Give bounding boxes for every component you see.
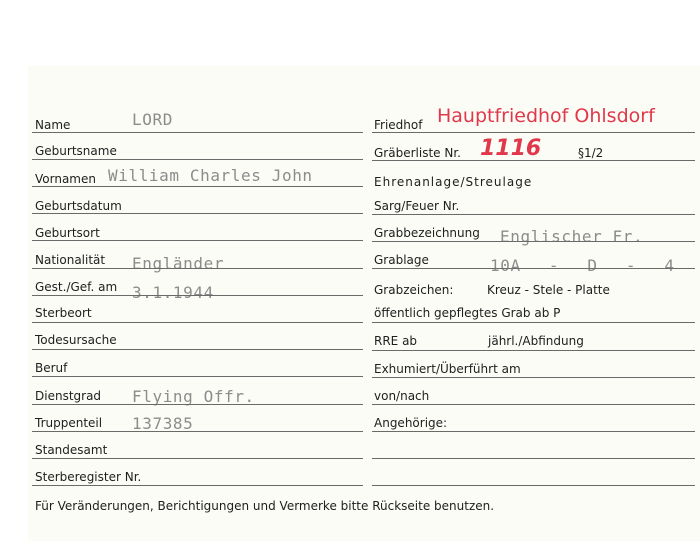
geburtsname-line: [32, 159, 363, 160]
todesursache-line: [32, 349, 363, 350]
standesamt-label: Standesamt: [35, 443, 108, 457]
vornamen-label: Vornamen: [35, 172, 96, 186]
footer-note: Für Veränderungen, Berichtigungen und Vermerke bitte Rückseite benutzen.: [35, 499, 495, 513]
beruf-line: [32, 376, 363, 377]
graeberliste-value: 1116: [480, 136, 542, 161]
beruf-label: Beruf: [35, 361, 68, 375]
standesamt-line: [32, 458, 363, 459]
paragraph-label: §1/2: [578, 146, 604, 160]
dienstgrad-line: [32, 404, 363, 405]
grabzeichen-label: Grabzeichen:: [374, 283, 454, 297]
grabbezeichnung-label: Grabbezeichnung: [374, 226, 480, 240]
grabbezeichnung-line: [372, 241, 695, 242]
dienstgrad-label: Dienstgrad: [35, 389, 102, 403]
sterberegister-line: [32, 485, 363, 486]
angehoerige-line-2: [372, 458, 695, 459]
dienstgrad-value: Flying Offr.: [132, 387, 255, 406]
angehoerige-line-1: [372, 431, 695, 432]
gest-gef-line: [32, 295, 363, 296]
nationalitaet-label: Nationalität: [35, 253, 106, 267]
friedhof-label: Friedhof: [374, 118, 423, 132]
grablage-line: [372, 268, 695, 269]
rre-option: jährl./Abfindung: [488, 334, 584, 348]
grabbezeichnung-value: Englischer Fr.: [500, 227, 644, 246]
truppenteil-label: Truppenteil: [35, 416, 103, 430]
sterbeort-label: Sterbeort: [35, 306, 92, 320]
sterbeort-line: [32, 322, 363, 323]
angehoerige-line-3: [372, 485, 695, 486]
gest-gef-value: 3.1.1944: [132, 283, 214, 302]
geburtsort-line: [32, 240, 363, 241]
von-nach-line: [372, 404, 695, 405]
name-label: Name: [35, 118, 71, 132]
name-value: LORD: [132, 110, 173, 129]
ehrenanlage-label: Ehrenanlage/Streulage: [374, 175, 533, 189]
oeffentlich-label: öffentlich gepflegtes Grab ab P: [374, 306, 561, 320]
truppenteil-line: [32, 431, 363, 432]
exhumiert-line: [372, 377, 695, 378]
geburtsdatum-line: [32, 213, 363, 214]
von-nach-label: von/nach: [374, 389, 430, 403]
friedhof-line: [372, 132, 695, 133]
sarg-feuer-line: [372, 214, 695, 215]
nationalitaet-line: [32, 268, 363, 269]
grabzeichen-options: Kreuz - Stele - Platte: [487, 283, 610, 297]
rre-line: [372, 350, 695, 351]
geburtsort-label: Geburtsort: [35, 226, 100, 240]
gest-gef-label: Gest./Gef. am: [35, 280, 118, 294]
todesursache-label: Todesursache: [35, 333, 117, 347]
vornamen-line: [32, 186, 363, 187]
exhumiert-label: Exhumiert/Überführt am: [374, 362, 521, 376]
oeffentlich-line: [372, 322, 695, 323]
angehoerige-label: Angehörige:: [374, 416, 448, 430]
name-line: [32, 132, 363, 133]
rre-label: RRE ab: [374, 334, 418, 348]
geburtsname-label: Geburtsname: [35, 144, 117, 158]
friedhof-value: Hauptfriedhof Ohlsdorf: [437, 105, 655, 127]
sarg-feuer-label: Sarg/Feuer Nr.: [374, 199, 460, 213]
geburtsdatum-label: Geburtsdatum: [35, 199, 122, 213]
vornamen-value: William Charles John: [108, 166, 313, 185]
sterberegister-label: Sterberegister Nr.: [35, 470, 142, 484]
graeberliste-line: [372, 160, 695, 161]
nationalitaet-value: Engländer: [132, 254, 225, 273]
grablage-label: Grablage: [374, 253, 429, 267]
grablage-value: 10A - D - 4: [490, 256, 675, 275]
graeberliste-label: Gräberliste Nr.: [374, 146, 461, 160]
truppenteil-value: 137385: [132, 414, 194, 433]
